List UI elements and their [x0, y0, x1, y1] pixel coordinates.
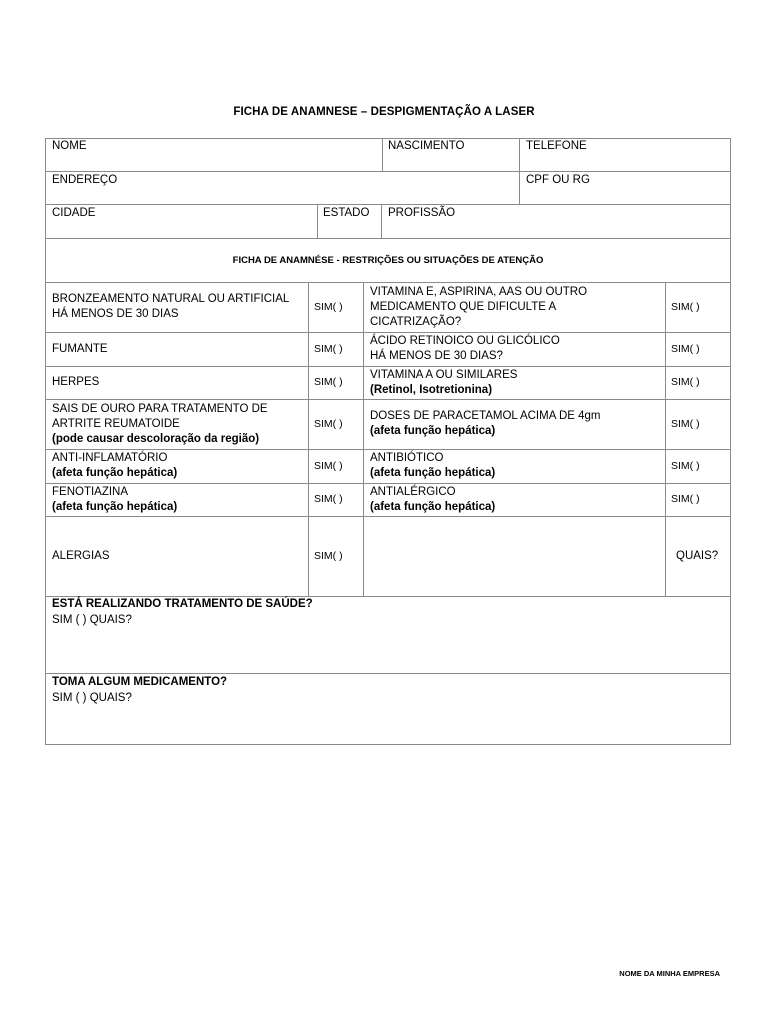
- sim-checkbox[interactable]: SIM( ): [314, 300, 343, 313]
- sim-checkbox[interactable]: SIM( ): [314, 493, 343, 505]
- row-anti-inflamatorio: [52, 449, 177, 483]
- row-label-line: VITAMINA E, ASPIRINA, AAS OU OUTRO: [370, 285, 588, 298]
- cpf-rg-field[interactable]: CPF OU RG: [526, 174, 590, 186]
- row-label-line: FENOTIAZINA: [52, 485, 129, 498]
- row-herpes: [52, 366, 99, 399]
- row-label-line: VITAMINA A OU SIMILARES: [370, 368, 518, 381]
- row-label-line: DOSES DE PARACETAMOL ACIMA DE 4gm: [370, 410, 601, 422]
- quais-label: QUAIS?: [676, 549, 719, 562]
- nascimento-field[interactable]: NASCIMENTO: [388, 140, 465, 152]
- sim-checkbox[interactable]: SIM( ): [671, 493, 700, 505]
- row-vitamina-e: [370, 282, 660, 332]
- estado-field[interactable]: ESTADO: [323, 207, 370, 219]
- row-label-line: HÁ MENOS DE 30 DIAS?: [370, 350, 503, 362]
- form-title: FICHA DE ANAMNESE – DESPIGMENTAÇÃO A LASER: [233, 106, 535, 118]
- row-label-line: ANTIALÉRGICO: [370, 485, 456, 498]
- profissao-field[interactable]: PROFISSÃO: [388, 207, 456, 219]
- row-label-line: CICATRIZAÇÃO?: [370, 315, 462, 328]
- row-label-line: (afeta função hepática): [52, 500, 178, 513]
- row-fumante: [52, 332, 108, 366]
- tratamento-question: ESTÁ REALIZANDO TRATAMENTO DE SAÚDE?: [52, 598, 313, 610]
- row-label-line: (afeta função hepática): [370, 500, 496, 513]
- sim-checkbox[interactable]: SIM( ): [671, 342, 700, 355]
- row-paracetamol: [370, 399, 660, 449]
- row-label-line: HÁ MENOS DE 30 DIAS: [52, 308, 179, 320]
- sim-checkbox[interactable]: SIM( ): [314, 417, 343, 430]
- row-label-line: ARTRITE REUMATOIDE: [52, 417, 180, 430]
- sim-checkbox[interactable]: SIM( ): [671, 417, 700, 430]
- row-fenotiazina: [52, 483, 177, 516]
- row-bronzeamento: [52, 282, 304, 332]
- medicamento-answer-field[interactable]: SIM ( ) QUAIS?: [52, 692, 132, 704]
- row-label-line: ANTIBIÓTICO: [370, 452, 444, 464]
- row-vitamina-a: [370, 366, 660, 399]
- company-name: NOME DA MINHA EMPRESA: [619, 969, 720, 978]
- row-label-line: SAIS DE OURO PARA TRATAMENTO DE: [52, 402, 268, 415]
- endereco-field[interactable]: ENDEREÇO: [52, 174, 118, 186]
- row-label-line: (pode causar descoloração da região): [52, 432, 260, 445]
- row-label-line: (afeta função hepática): [52, 467, 178, 479]
- row-alergias: ALERGIAS: [52, 549, 110, 562]
- row-antialergico: [370, 483, 660, 516]
- sim-checkbox[interactable]: SIM( ): [671, 376, 700, 388]
- telefone-field[interactable]: TELEFONE: [526, 140, 587, 152]
- alergias-details-field[interactable]: [364, 517, 664, 595]
- row-label-line: BRONZEAMENTO NATURAL OU ARTIFICIAL: [52, 293, 290, 305]
- row-label-line: FUMANTE: [52, 342, 108, 355]
- row-label-line: (Retinol, Isotretionina): [370, 383, 493, 396]
- row-label-line: ANTI-INFLAMATÓRIO: [52, 452, 168, 464]
- row-sais-de-ouro: [52, 399, 306, 449]
- row-acido-retinoico: [370, 332, 660, 366]
- sim-checkbox[interactable]: SIM( ): [314, 376, 343, 388]
- tratamento-answer-field[interactable]: SIM ( ) QUAIS?: [52, 614, 132, 626]
- row-antibiotico: [370, 449, 660, 483]
- row-label-line: HERPES: [52, 376, 100, 388]
- medicamento-question: TOMA ALGUM MEDICAMENTO?: [52, 676, 228, 688]
- sim-checkbox[interactable]: SIM( ): [671, 459, 700, 472]
- row-label-line: ÁCIDO RETINOICO OU GLICÓLICO: [370, 335, 560, 347]
- row-label-line: (afeta função hepática): [370, 425, 496, 437]
- cidade-field[interactable]: CIDADE: [52, 207, 96, 219]
- row-label-line: (afeta função hepática): [370, 467, 496, 479]
- sim-checkbox[interactable]: SIM( ): [314, 342, 343, 355]
- sim-checkbox[interactable]: SIM( ): [314, 549, 343, 562]
- row-label-line: MEDICAMENTO QUE DIFICULTE A: [370, 300, 557, 313]
- sim-checkbox[interactable]: SIM( ): [671, 300, 700, 313]
- nome-field[interactable]: NOME: [52, 140, 87, 152]
- section-title: FICHA DE ANAMNÉSE - RESTRIÇÕES OU SITUAÇÕES DE ATENÇÃO: [232, 255, 544, 266]
- sim-checkbox[interactable]: SIM( ): [314, 459, 343, 472]
